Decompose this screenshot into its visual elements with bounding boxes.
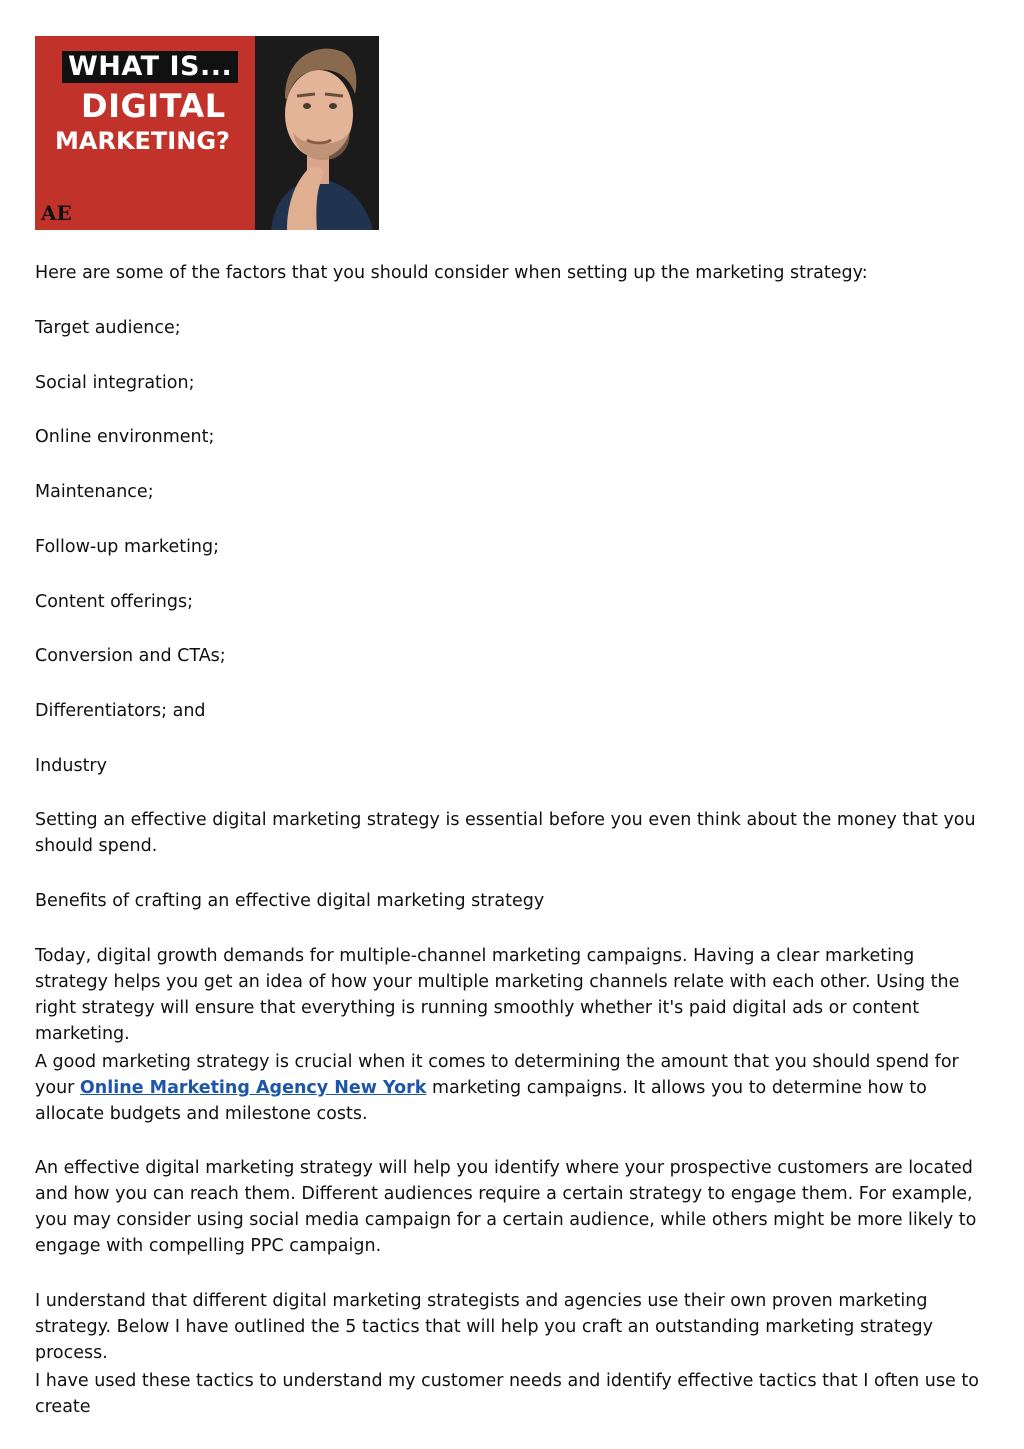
setting-paragraph: Setting an effective digital marketing strategy is essential before you even think about the money that you should spend. [35,810,976,856]
tactics-paragraph: I have used these tactics to understand my customer needs and identify effective tactics that I often use to create [35,1371,979,1417]
hero-title-line3: MARKETING? [55,127,230,155]
ae-logo: AE [41,201,72,225]
factor-item: Social integration; [35,373,195,393]
factor-item: Follow-up marketing; [35,537,220,557]
intro-paragraph: Here are some of the factors that you should consider when setting up the marketing strategy: [35,263,868,283]
document-page [35,36,990,1417]
good-strategy-paragraph [35,1049,990,1127]
factor-item: Differentiators; and [35,701,206,721]
factor-item: Industry [35,756,107,776]
good-strategy-text-after: marketing campaigns. It allows you to determine how to allocate budgets and milestone costs. [35,1078,927,1124]
effective-strategy-paragraph: An effective digital marketing strategy will help you identify where your prospective customers are located and how you can reach them. Different audiences require a certain strategy to engage them. For example, you may consider using social media campaign for a certain audience, while others might be more likely to engage with compelling PPC campaign. [35,1158,977,1256]
benefits-heading: Benefits of crafting an effective digital marketing strategy [35,891,545,911]
factor-item: Content offerings; [35,592,193,612]
today-paragraph: Today, digital growth demands for multiple-channel marketing campaigns. Having a clear marketing strategy helps you get an idea of how your multiple marketing channels relate with each other. Using the right strategy will ensure that everything is running smoothly whether it's paid digital ads or content marketing. [35,946,960,1044]
factor-item: Online environment; [35,427,215,447]
good-strategy-text-before: A good marketing strategy is crucial when it comes to determining the amount that you should spend for your [35,1052,959,1098]
understand-paragraph: I understand that different digital marketing strategists and agencies use their own proven marketing strategy. Below I have outlined the 5 tactics that will help you craft an outstanding marketing strategy process. [35,1291,933,1363]
person-thinking-illustration [257,36,379,230]
hero-title-line2: DIGITAL [81,87,226,125]
online-marketing-agency-link[interactable]: Online Marketing Agency New York [79,1078,427,1098]
factor-item: Conversion and CTAs; [35,646,226,666]
factor-item: Maintenance; [35,482,154,502]
hero-image [35,36,379,230]
factor-item: Target audience; [35,318,181,338]
hero-title-line1: WHAT IS... [62,51,238,83]
